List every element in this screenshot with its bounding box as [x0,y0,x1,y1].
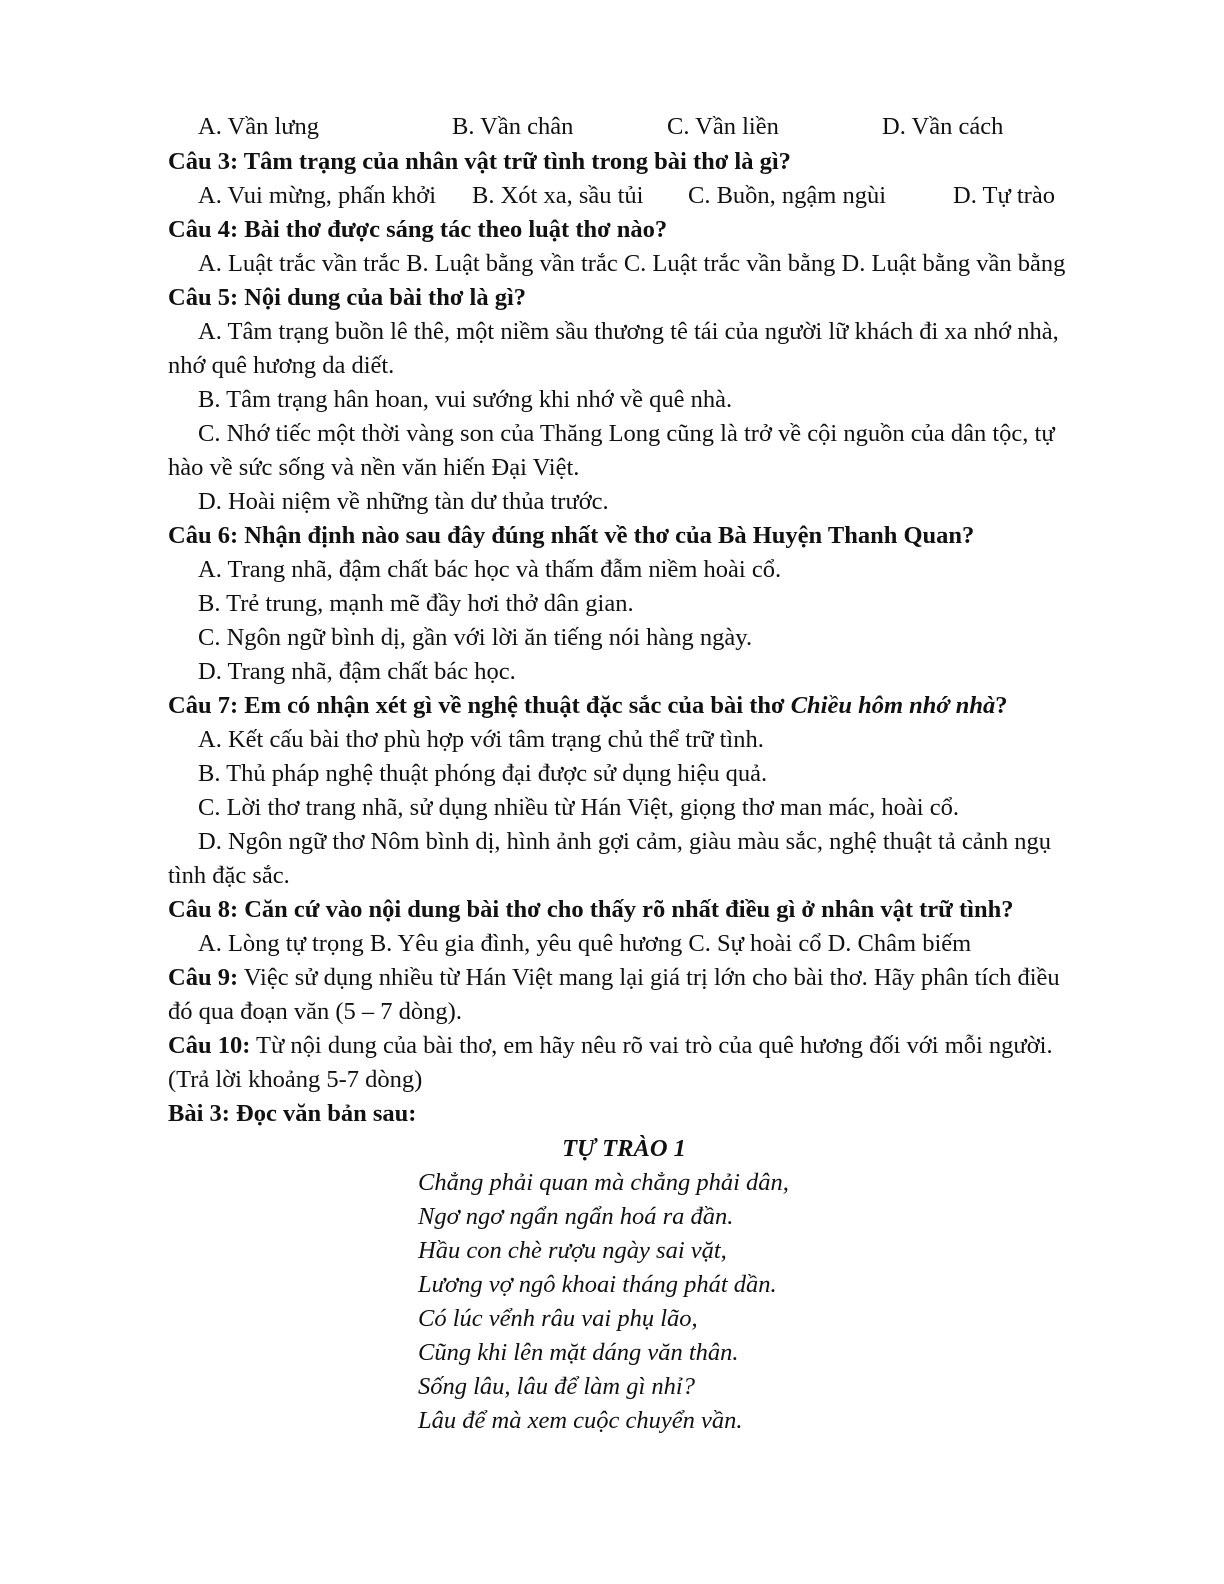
poem-line: Hầu con chè rượu ngày sai vặt, [418,1237,727,1264]
q3-option-c: C. Buồn, ngậm ngùi [688,182,887,209]
q3-option-a: A. Vui mừng, phấn khởi [198,182,437,209]
q2-option-b: B. Vần chân [452,113,574,140]
q7-option-a: A. Kết cấu bài thơ phù hợp với tâm trạng chủ thể trữ tình. [198,726,764,753]
question-9-label: Câu 9: [168,964,239,991]
q5-option-b: B. Tâm trạng hân hoan, vui sướng khi nhớ về quê nhà. [198,386,733,413]
question-10-label: Câu 10: [168,1032,251,1059]
poem-line: Lâu để mà xem cuộc chuyển vần. [418,1407,743,1434]
q5-option-a-line1: A. Tâm trạng buồn lê thê, một niềm sầu thương tê tái của người lữ khách đi xa nhớ nhà, [198,318,1059,345]
question-10-text: Từ nội dung của bài thơ, em hãy nêu rõ vai trò của quê hương đối với mỗi người. [250,1032,1053,1059]
poem-line: Ngơ ngơ ngẩn ngẩn hoá ra đần. [418,1203,734,1230]
q7-option-c: C. Lời thơ trang nhã, sử dụng nhiều từ Hán Việt, giọng thơ man mác, hoài cổ. [198,794,959,821]
q7-option-d-line2: tình đặc sắc. [168,862,290,889]
poem-line: Lương vợ ngô khoai tháng phát dần. [418,1271,777,1298]
q5-option-c-line1: C. Nhớ tiếc một thời vàng son của Thăng Long cũng là trở về cội nguồn của dân tộc, tự [198,420,1055,447]
poem-line: Sống lâu, lâu để làm gì nhỉ? [418,1373,695,1400]
q3-option-d: D. Tự trào [953,182,1055,209]
question-7-label-text: Câu 7: Em có nhận xét gì về nghệ thuật đặc sắc của bài thơ [168,692,791,719]
q5-option-c-line2: hào về sức sống và nền văn hiến Đại Việt. [168,454,580,481]
question-9-text-line2: đó qua đoạn văn (5 – 7 dòng). [168,998,462,1025]
poem-line: Có lúc vểnh râu vai phụ lão, [418,1305,698,1332]
question-9-text: Việc sử dụng nhiều từ Hán Việt mang lại giá trị lớn cho bài thơ. Hãy phân tích điều [238,964,1060,991]
question-10 [168,1029,1053,1063]
q7-option-d-line1: D. Ngôn ngữ thơ Nôm bình dị, hình ảnh gợi cảm, giàu màu sắc, nghệ thuật tả cảnh ngụ [198,828,1051,855]
q6-option-c: C. Ngôn ngữ bình dị, gần với lời ăn tiếng nói hàng ngày. [198,624,753,651]
q6-option-d: D. Trang nhã, đậm chất bác học. [198,658,516,685]
question-7-label-end: ? [995,692,1008,719]
question-5-label: Câu 5: Nội dung của bài thơ là gì? [168,284,527,311]
question-4-label: Câu 4: Bài thơ được sáng tác theo luật thơ nào? [168,216,668,243]
q2-option-c: C. Vần liền [667,113,779,140]
poem-line: Cũng khi lên mặt dáng văn thân. [418,1339,739,1366]
q5-option-d: D. Hoài niệm về những tàn dư thủa trước. [198,488,609,515]
question-8-label: Câu 8: Căn cứ vào nội dung bài thơ cho thấy rõ nhất điều gì ở nhân vật trữ tình? [168,896,1014,923]
q5-option-a-line2: nhớ quê hương da diết. [168,352,395,379]
q2-option-d: D. Vần cách [882,113,1004,140]
q2-option-a: A. Vần lưng [198,113,320,140]
question-7-label [168,689,1007,723]
poem-line: Chẳng phải quan mà chẳng phải dân, [418,1169,789,1196]
q7-option-b: B. Thủ pháp nghệ thuật phóng đại được sử dụng hiệu quả. [198,760,768,787]
q6-option-a: A. Trang nhã, đậm chất bác học và thấm đẫm niềm hoài cổ. [198,556,782,583]
section-heading: Bài 3: Đọc văn bản sau: [168,1100,417,1127]
q3-option-b: B. Xót xa, sầu tủi [472,182,644,209]
q6-option-b: B. Trẻ trung, mạnh mẽ đầy hơi thở dân gian. [198,590,634,617]
question-3-label: Câu 3: Tâm trạng của nhân vật trữ tình trong bài thơ là gì? [168,148,791,175]
poem-title-reference: Chiều hôm nhớ nhà [790,692,996,719]
question-10-text-line2: (Trả lời khoảng 5-7 dòng) [168,1066,423,1093]
q4-options: A. Luật trắc vần trắc B. Luật bằng vần trắc C. Luật trắc vần bằng D. Luật bằng vần bằng [198,250,1066,277]
q8-options: A. Lòng tự trọng B. Yêu gia đình, yêu quê hương C. Sự hoài cổ D. Châm biếm [198,930,972,957]
poem-title: TỰ TRÀO 1 [562,1135,686,1162]
question-9 [168,961,1060,995]
question-6-label: Câu 6: Nhận định nào sau đây đúng nhất về thơ của Bà Huyện Thanh Quan? [168,522,975,549]
